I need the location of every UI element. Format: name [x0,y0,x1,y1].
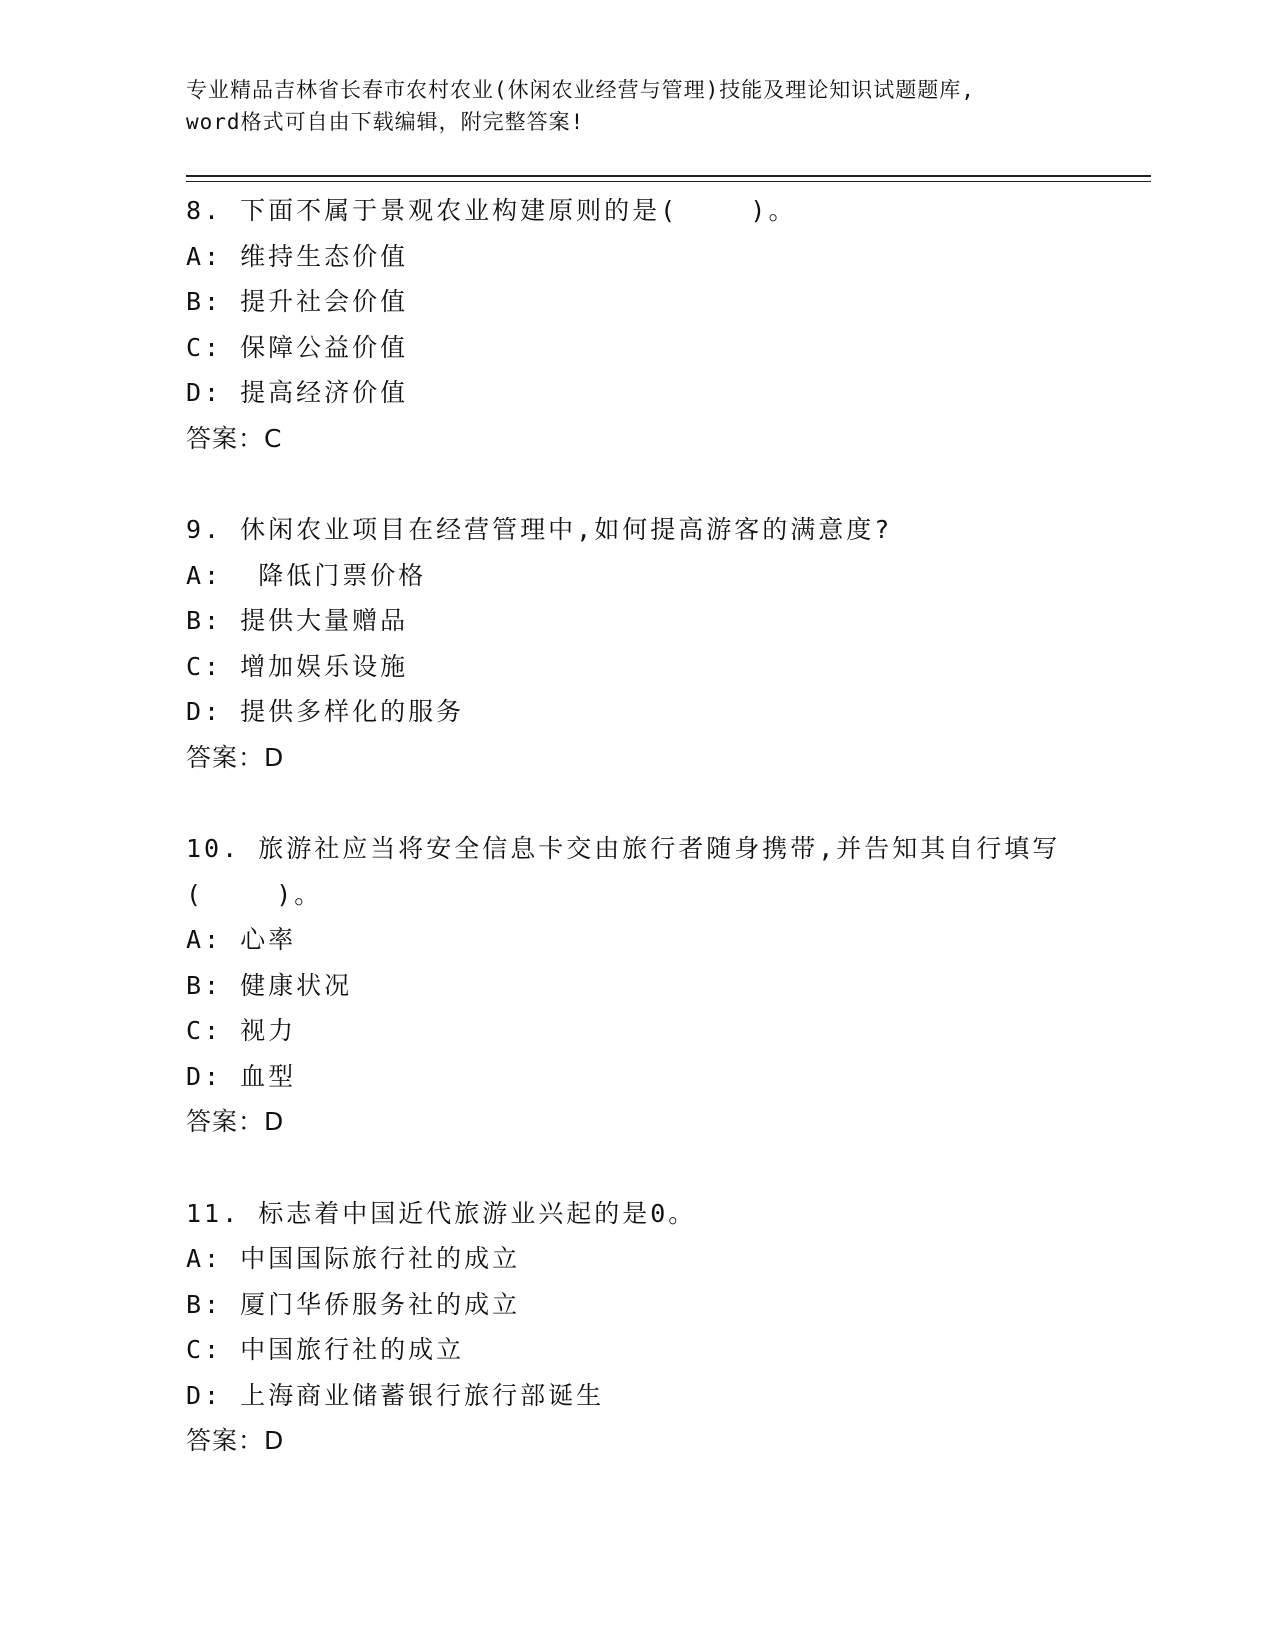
option-c: C: 视力 [186,1016,297,1045]
option-b: B: 厦门华侨服务社的成立 [186,1289,521,1319]
option-b: B: 健康状况 [186,970,353,1000]
question-stem: 10. 旅游社应当将安全信息卡交由旅行者随身携带,并告知其自行填写 [186,834,1061,863]
option-a: A: 心率 [186,925,297,954]
option-a: A: 降低门票价格 [186,560,427,590]
answer-line: 答案：D [186,742,285,772]
option-c: C: 保障公益价值 [186,332,409,362]
question-8 [186,188,1106,461]
option-d: D: 提供多样化的服务 [186,697,465,726]
question-10 [186,826,1106,1145]
question-stem: 11. 标志着中国近代旅游业兴起的是0。 [186,1198,697,1228]
option-b: B: 提供大量赠品 [186,606,409,635]
question-list [186,188,1106,1464]
answer-line: 答案：C [186,423,283,453]
option-d: D: 血型 [186,1061,297,1091]
option-d: D: 上海商业储蓄银行旅行部诞生 [186,1380,605,1410]
question-stem: 8. 下面不属于景观农业构建原则的是( )。 [186,196,797,225]
option-c: C: 增加娱乐设施 [186,651,409,681]
header-divider-thick [186,175,1151,177]
header-title-line-2: word格式可自由下载编辑，附完整答案! [186,110,585,134]
option-c: C: 中国旅行社的成立 [186,1335,465,1364]
answer-line: 答案：D [186,1107,285,1136]
option-d: D: 提高经济价值 [186,378,409,407]
question-stem-continued: ( )。 [186,879,323,909]
option-a: A: 维持生态价值 [186,241,409,271]
header-title-line-1: 专业精品吉林省长春市农村农业(休闲农业经营与管理)技能及理论知识试题题库, [186,78,975,102]
option-b: B: 提升社会价值 [186,287,409,316]
document-header [186,74,1086,138]
question-11 [186,1191,1106,1464]
question-stem: 9. 休闲农业项目在经营管理中,如何提高游客的满意度? [186,515,893,544]
answer-line: 答案：D [186,1426,285,1455]
question-9 [186,507,1106,780]
option-a: A: 中国国际旅行社的成立 [186,1244,521,1273]
header-divider-thin [186,181,1151,182]
